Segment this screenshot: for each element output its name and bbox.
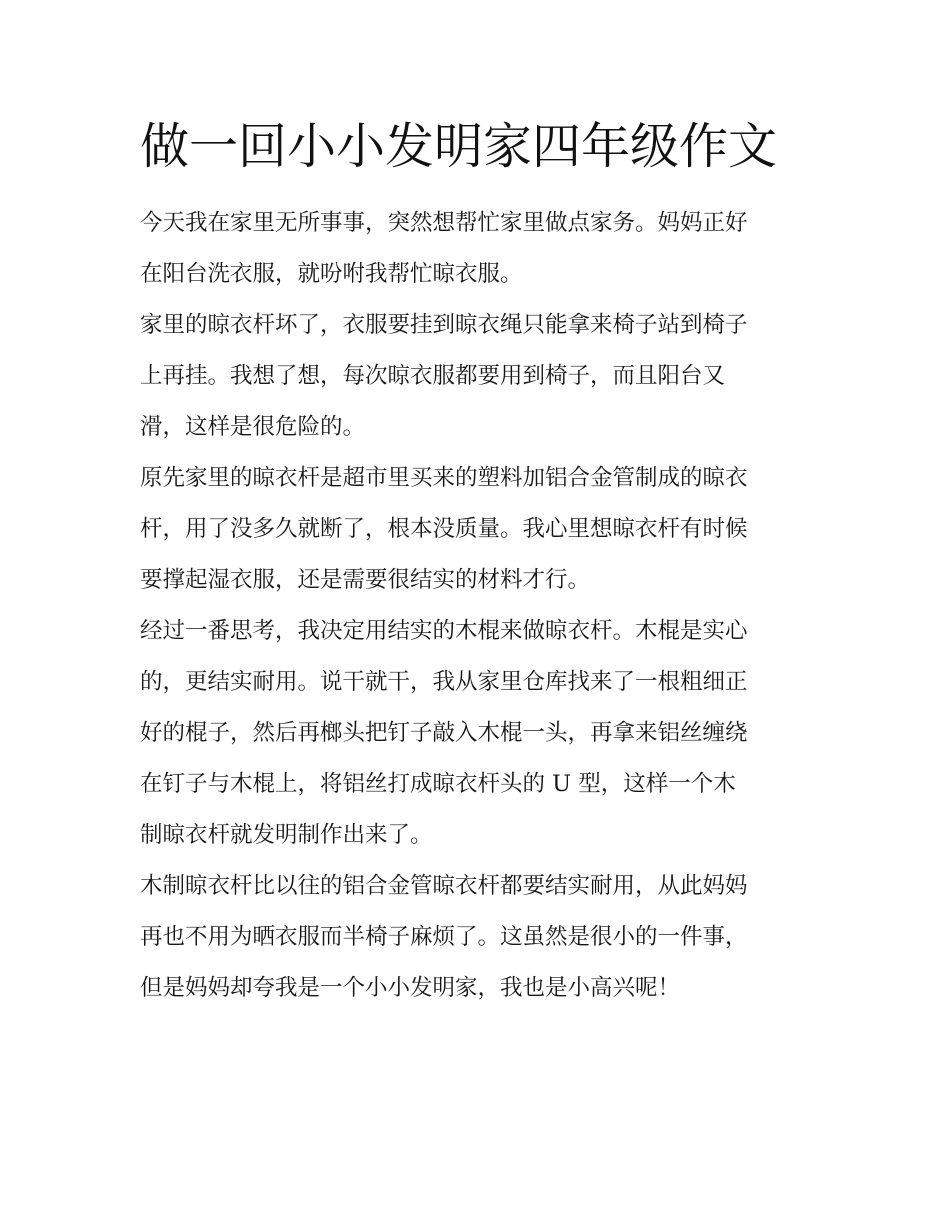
text-line: 但是妈妈却夸我是一个小小发明家，我也是小高兴呢！ xyxy=(140,975,681,1001)
text-line: 原先家里的晾衣杆是超市里买来的塑料加铝合金管制成的晾衣 xyxy=(140,465,748,491)
text-line: 的，更结实耐用。说干就干，我从家里仓库找来了一根粗细正 xyxy=(140,669,748,695)
paragraph-5 xyxy=(140,861,812,1014)
text-line: 经过一番思考，我决定用结实的木棍来做晾衣杆。木棍是实心 xyxy=(140,618,748,644)
paragraph-2 xyxy=(140,300,812,453)
text-line: 在钉子与木棍上，将铝丝打成晾衣杆头的 U 型，这样一个木 xyxy=(140,771,736,797)
text-line: 木制晾衣杆比以往的铝合金管晾衣杆都要结实耐用，从此妈妈 xyxy=(140,873,748,899)
paragraph-3 xyxy=(140,453,812,606)
text-line: 滑，这样是很危险的。 xyxy=(140,414,366,440)
text-line: 要撑起湿衣服，还是需要很结实的材料才行。 xyxy=(140,567,591,593)
paragraph-4 xyxy=(140,606,812,861)
document-body xyxy=(140,198,812,1014)
text-line: 杆，用了没多久就断了，根本没质量。我心里想晾衣杆有时候 xyxy=(140,516,748,542)
text-line: 上再挂。我想了想，每次晾衣服都要用到椅子，而且阳台又 xyxy=(140,363,726,389)
document-title: 做一回小小发明家四年级作文 xyxy=(140,118,778,175)
paragraph-1 xyxy=(140,198,812,300)
text-line: 今天我在家里无所事事，突然想帮忙家里做点家务。妈妈正好 xyxy=(140,210,748,236)
text-line: 好的棍子，然后再榔头把钉子敲入木棍一头，再拿来铝丝缠绕 xyxy=(140,720,748,746)
text-line: 再也不用为晒衣服而半椅子麻烦了。这虽然是很小的一件事， xyxy=(140,924,748,950)
text-line: 制晾衣杆就发明制作出来了。 xyxy=(140,822,433,848)
text-line: 家里的晾衣杆坏了，衣服要挂到晾衣绳只能拿来椅子站到椅子 xyxy=(140,312,748,338)
text-line: 在阳台洗衣服，就吩咐我帮忙晾衣服。 xyxy=(140,261,523,287)
